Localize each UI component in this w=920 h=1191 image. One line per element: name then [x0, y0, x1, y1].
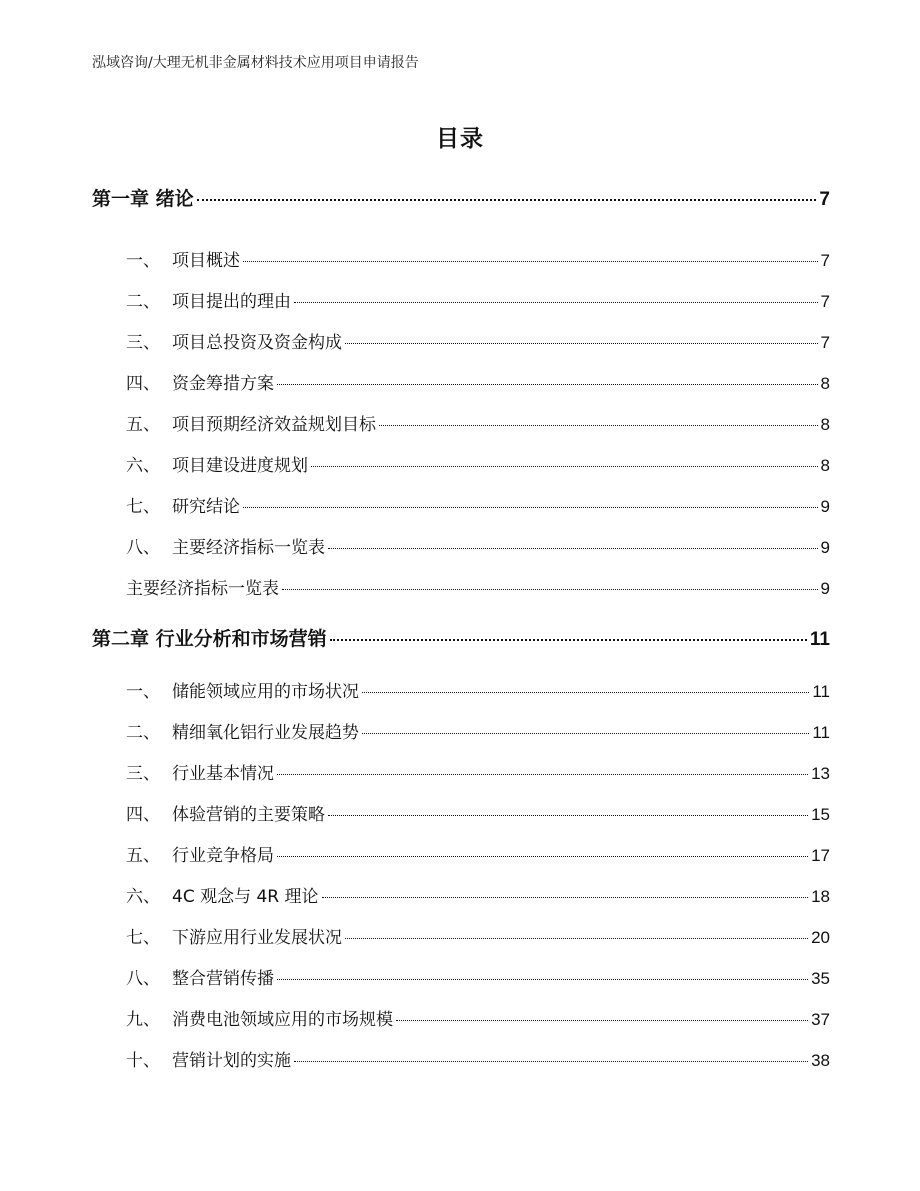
toc-item-title: 消费电池领域应用的市场规模	[172, 1010, 393, 1030]
toc-item[interactable]	[126, 410, 830, 435]
toc-item-title: 行业竞争格局	[172, 846, 274, 866]
dot-leader	[330, 639, 807, 641]
toc-item-number: 四、	[126, 374, 160, 394]
toc-page-number: 18	[811, 887, 830, 906]
dot-leader	[243, 261, 818, 262]
toc-item-title: 整合营销传播	[172, 969, 274, 989]
toc-item-number: 三、	[126, 764, 160, 784]
toc-item[interactable]	[126, 328, 830, 353]
toc-item-title: 项目预期经济效益规划目标	[172, 415, 376, 435]
toc-page-number: 11	[812, 682, 830, 701]
toc-item-number: 九、	[126, 1010, 160, 1030]
toc-item[interactable]	[126, 451, 830, 476]
dot-leader	[379, 425, 818, 426]
toc-chapter-1[interactable]	[92, 184, 830, 211]
toc-item-number: 一、	[126, 682, 160, 702]
toc-page-number: 7	[820, 333, 830, 352]
dot-leader	[243, 507, 818, 508]
toc-item-title: 主要经济指标一览表	[172, 538, 325, 558]
toc-item-number: 七、	[126, 928, 160, 948]
toc-item[interactable]	[126, 1005, 830, 1030]
dot-leader	[197, 199, 817, 201]
toc-item-title: 下游应用行业发展状况	[172, 928, 342, 948]
dot-leader	[362, 733, 809, 734]
dot-leader	[277, 979, 808, 980]
toc-item-title: 项目概述	[172, 251, 240, 271]
toc-item-title: 项目建设进度规划	[172, 456, 308, 476]
toc-page-number: 15	[811, 805, 830, 824]
toc-item-title: 营销计划的实施	[172, 1051, 291, 1071]
dot-leader	[328, 815, 808, 816]
toc-page-number: 8	[820, 456, 830, 475]
dot-leader	[277, 384, 818, 385]
toc-item[interactable]	[126, 246, 830, 271]
dot-leader	[345, 343, 818, 344]
toc-item-number: 五、	[126, 415, 160, 435]
running-header: 泓域咨询/大理无机非金属材料技术应用项目申请报告	[92, 55, 419, 71]
toc-page-number: 7	[819, 189, 830, 210]
toc-item-number: 二、	[126, 723, 160, 743]
toc-item-number: 二、	[126, 292, 160, 312]
toc-page-number: 17	[811, 846, 830, 865]
toc-page-number: 35	[811, 969, 830, 988]
toc-item-number: 六、	[126, 887, 160, 907]
toc-item-number: 六、	[126, 456, 160, 476]
toc-page-number: 9	[820, 497, 830, 516]
toc-item-number: 七、	[126, 497, 160, 517]
toc-page-number: 13	[811, 764, 830, 783]
toc-page-number: 9	[820, 538, 830, 557]
toc-page-number: 38	[811, 1051, 830, 1070]
toc-item-number: 四、	[126, 805, 160, 825]
toc-item[interactable]	[126, 759, 830, 784]
dot-leader	[328, 548, 818, 549]
toc-item[interactable]	[126, 1046, 830, 1071]
dot-leader	[322, 897, 809, 898]
toc-item[interactable]	[126, 492, 830, 517]
toc-item[interactable]	[126, 677, 830, 702]
toc-item-title: 4C 观念与 4R 理论	[172, 887, 319, 907]
toc-item-title: 储能领域应用的市场状况	[172, 682, 359, 702]
toc-item[interactable]	[126, 369, 830, 394]
dot-leader	[396, 1020, 808, 1021]
dot-leader	[311, 466, 818, 467]
toc-page-number: 11	[809, 629, 830, 650]
toc-item-number: 十、	[126, 1051, 160, 1071]
toc-item-title: 资金筹措方案	[172, 374, 274, 394]
toc-page-number: 7	[820, 251, 830, 270]
toc-chapter-title: 第二章 行业分析和市场营销	[92, 628, 327, 650]
toc-chapter-2[interactable]	[92, 624, 830, 651]
toc-item[interactable]	[126, 800, 830, 825]
toc-item-title: 主要经济指标一览表	[126, 579, 279, 599]
toc-page-number: 9	[820, 579, 830, 598]
toc-table-entry[interactable]	[126, 574, 830, 599]
dot-leader	[282, 589, 818, 590]
toc-item[interactable]	[126, 923, 830, 948]
toc-page-number: 37	[811, 1010, 830, 1029]
toc-item-title: 体验营销的主要策略	[172, 805, 325, 825]
page-title: 目录	[436, 126, 484, 152]
dot-leader	[345, 938, 808, 939]
toc-page-number: 8	[820, 374, 830, 393]
toc-chapter-title: 第一章 绪论	[92, 188, 194, 210]
toc-item-number: 五、	[126, 846, 160, 866]
toc-item[interactable]	[126, 718, 830, 743]
dot-leader	[294, 302, 818, 303]
toc-item-number: 八、	[126, 538, 160, 558]
toc-item[interactable]	[126, 841, 830, 866]
toc-item[interactable]	[126, 964, 830, 989]
toc-item-title: 项目提出的理由	[172, 292, 291, 312]
toc-item-number: 一、	[126, 251, 160, 271]
toc-item-number: 八、	[126, 969, 160, 989]
toc-item-title: 研究结论	[172, 497, 240, 517]
toc-page-number: 8	[820, 415, 830, 434]
toc-item[interactable]	[126, 533, 830, 558]
dot-leader	[277, 856, 808, 857]
toc-item[interactable]	[126, 287, 830, 312]
toc-item[interactable]	[126, 882, 830, 907]
dot-leader	[277, 774, 808, 775]
toc-item-number: 三、	[126, 333, 160, 353]
toc-item-title: 精细氧化铝行业发展趋势	[172, 723, 359, 743]
toc-page-number: 20	[811, 928, 830, 947]
toc-page-number: 7	[820, 292, 830, 311]
toc-item-title: 项目总投资及资金构成	[172, 333, 342, 353]
toc-page-number: 11	[812, 723, 830, 742]
dot-leader	[362, 692, 809, 693]
toc-item-title: 行业基本情况	[172, 764, 274, 784]
dot-leader	[294, 1061, 808, 1062]
